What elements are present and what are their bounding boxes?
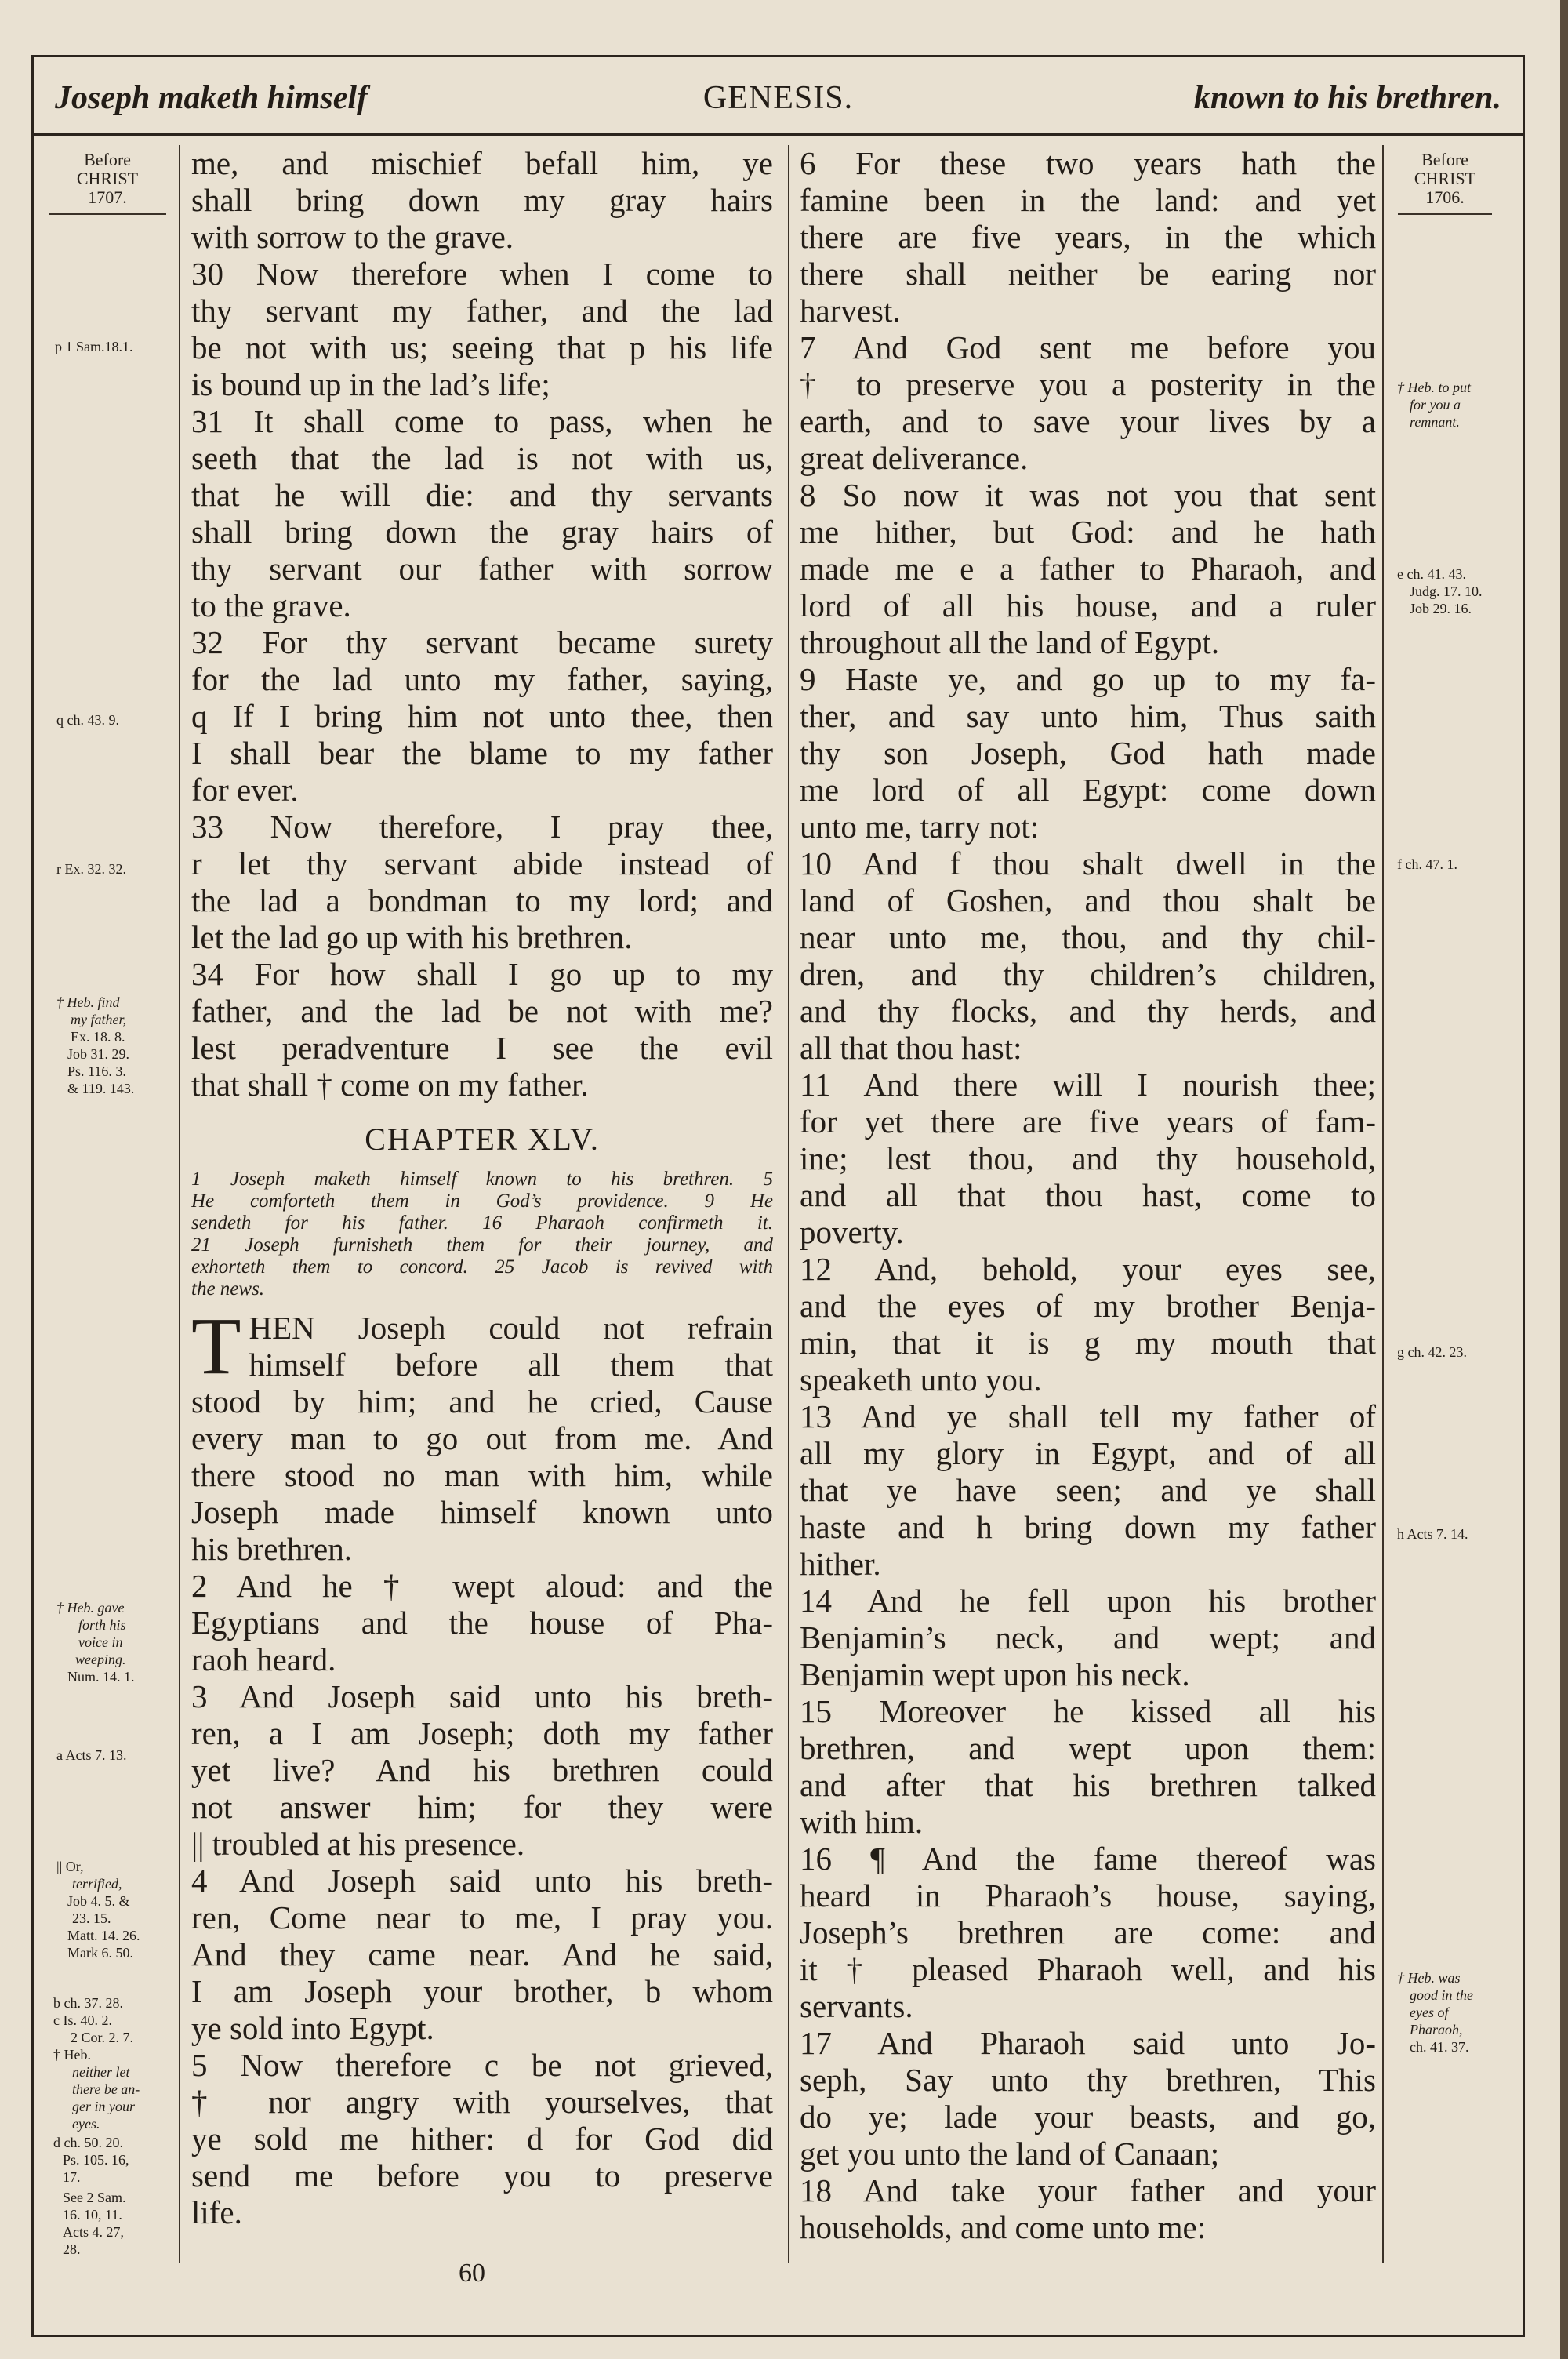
- text-line: 15 Moreover he kissed all his: [800, 1693, 1376, 1729]
- left-note: Job 31. 29.: [67, 1046, 130, 1062]
- right-note: e ch. 41. 43.: [1397, 566, 1466, 582]
- left-note: r Ex. 32. 32.: [56, 861, 126, 877]
- text-line: seph, Say unto thy brethren, This: [800, 2062, 1376, 2098]
- text-line: there shall neither be earing nor: [800, 256, 1376, 292]
- text-line: servants.: [800, 1988, 913, 2024]
- text-line: Egyptians and the house of Pha-: [191, 1605, 773, 1641]
- text-line: is bound up in the lad’s life;: [191, 366, 550, 402]
- column-divider: [788, 145, 789, 2263]
- text-line: be not with us; seeing that p his life: [191, 329, 773, 365]
- right-note: Judg. 17. 10.: [1410, 583, 1483, 599]
- text-line: his brethren.: [191, 1531, 352, 1567]
- text-line: and thy flocks, and thy herds, and: [800, 993, 1376, 1029]
- right-note: † Heb. was: [1397, 1970, 1461, 1986]
- text-line: Benjamin wept upon his neck.: [800, 1656, 1190, 1692]
- header-rule: [34, 133, 1523, 136]
- right-note: eyes of: [1410, 2005, 1449, 2020]
- text-line: shall bring down the gray hairs of: [191, 514, 773, 550]
- right-margin-date: Before CHRIST 1706.: [1398, 151, 1492, 215]
- left-note: Ex. 18. 8.: [71, 1029, 125, 1045]
- text-line: 13 And ye shall tell my father of: [800, 1398, 1376, 1434]
- text-line: it † pleased Pharaoh well, and his: [800, 1951, 1376, 1987]
- left-note: Num. 14. 1.: [67, 1669, 135, 1685]
- right-note: † Heb. to put: [1397, 380, 1471, 395]
- text-line: made me e a father to Pharaoh, and: [800, 551, 1376, 587]
- text-line: haste and h bring down my father: [800, 1509, 1376, 1545]
- left-note: 28.: [63, 2241, 81, 2257]
- text-line: ther, and say unto him, Thus saith: [800, 698, 1376, 734]
- right-note: Job 29. 16.: [1410, 601, 1472, 616]
- left-margin-divider: [179, 145, 180, 2263]
- text-line: near unto me, thou, and thy chil-: [800, 919, 1376, 955]
- text-line: unto me, tarry not:: [800, 809, 1040, 845]
- right-margin-divider: [1382, 145, 1384, 2263]
- right-note: Pharaoh,: [1410, 2022, 1463, 2037]
- text-line: and all that thou hast, come to: [800, 1177, 1376, 1213]
- text-line: himself before all them that: [249, 1347, 773, 1383]
- text-line: 18 And take your father and your: [800, 2172, 1376, 2208]
- left-note: voice in: [78, 1634, 123, 1650]
- left-note: weeping.: [75, 1652, 126, 1667]
- text-line: 4 And Joseph said unto his breth-: [191, 1863, 773, 1899]
- text-line: 5 Now therefore c be not grieved,: [191, 2047, 773, 2083]
- left-note: eyes.: [72, 2116, 100, 2132]
- left-note: q ch. 43. 9.: [56, 712, 119, 728]
- text-line: 3 And Joseph said unto his breth-: [191, 1678, 773, 1714]
- text-line: me lord of all Egypt: come down: [800, 772, 1376, 808]
- right-note: g ch. 42. 23.: [1397, 1344, 1467, 1360]
- text-line: 14 And he fell upon his brother: [800, 1583, 1376, 1619]
- text-line: lord of all his house, and a ruler: [800, 587, 1376, 623]
- text-line: heard in Pharaoh’s house, saying,: [800, 1877, 1376, 1914]
- left-note: c Is. 40. 2.: [53, 2012, 112, 2028]
- left-text-column: [191, 145, 773, 2231]
- left-note: Acts 4. 27,: [63, 2224, 124, 2240]
- text-line: 11 And there will I nourish thee;: [800, 1067, 1376, 1103]
- left-note: 2 Cor. 2. 7.: [71, 2030, 134, 2045]
- text-line: there stood no man with him, while: [191, 1457, 773, 1493]
- text-line: with him.: [800, 1804, 924, 1840]
- text-line: to the grave.: [191, 587, 351, 623]
- text-line: Joseph’s brethren are come: and: [800, 1914, 1376, 1950]
- left-note: Job 4. 5. &: [67, 1893, 130, 1909]
- left-note: there be an-: [72, 2081, 140, 2097]
- right-text-column: [800, 145, 1376, 2246]
- text-line: all my glory in Egypt, and of all: [800, 1435, 1376, 1471]
- text-line: min, that it is g my mouth that: [800, 1325, 1376, 1361]
- text-line: send me before you to preserve: [191, 2157, 773, 2194]
- text-line: me, and mischief befall him, ye: [191, 145, 773, 181]
- text-line: every man to go out from me. And: [191, 1420, 773, 1456]
- text-line: ren, Come near to me, I pray you.: [191, 1899, 773, 1936]
- text-line: 10 And f thou shalt dwell in the: [800, 845, 1376, 881]
- text-line: let the lad go up with his brethren.: [191, 919, 633, 955]
- left-note: ger in your: [72, 2099, 135, 2114]
- header-right: known to his brethren.: [1193, 80, 1501, 116]
- chapter-opening: [191, 1301, 773, 1391]
- text-line: 9 Haste ye, and go up to my fa-: [800, 661, 1376, 697]
- chapter-heading: CHAPTER XLV.: [365, 1121, 600, 1157]
- text-line: † nor angry with yourselves, that: [191, 2084, 773, 2120]
- text-line: Joseph made himself known unto: [191, 1494, 773, 1530]
- text-line: 8 So now it was not you that sent: [800, 477, 1376, 513]
- text-line: land of Goshen, and thou shalt be: [800, 882, 1376, 918]
- text-line: 12 And, behold, your eyes see,: [800, 1251, 1376, 1287]
- left-note: 16. 10, 11.: [63, 2207, 122, 2223]
- text-line: famine been in the land: and yet: [800, 182, 1376, 218]
- text-line: shall bring down my gray hairs: [191, 182, 773, 218]
- text-line: ye sold me hither: d for God did: [191, 2121, 773, 2157]
- text-line: that shall † come on my father.: [191, 1067, 589, 1103]
- drop-cap: T: [191, 1301, 241, 1391]
- text-line: for yet there are five years of fam-: [800, 1103, 1376, 1140]
- text-line: earth, and to save your lives by a: [800, 403, 1376, 439]
- text-line: get you unto the land of Canaan;: [800, 2135, 1220, 2172]
- left-note: 23. 15.: [72, 1910, 111, 1926]
- text-line: Benjamin’s neck, and wept; and: [800, 1619, 1376, 1656]
- right-note: good in the: [1410, 1987, 1473, 2003]
- text-line: I am Joseph your brother, b whom: [191, 1973, 773, 2009]
- text-line: do ye; lade your beasts, and go,: [800, 2099, 1376, 2135]
- text-line: 16 ¶ And the fame thereof was: [800, 1841, 1376, 1877]
- text-line: yet live? And his brethren could: [191, 1752, 773, 1788]
- text-line: for ever.: [191, 772, 299, 808]
- left-note: p 1 Sam.18.1.: [55, 339, 133, 354]
- left-note: See 2 Sam.: [63, 2190, 126, 2205]
- text-line: ye sold into Egypt.: [191, 2010, 434, 2046]
- text-line: the lad a bondman to my lord; and: [191, 882, 773, 918]
- left-note: Ps. 105. 16,: [63, 2152, 129, 2168]
- text-line: r let thy servant abide instead of: [191, 845, 773, 881]
- text-line: hither.: [800, 1546, 881, 1582]
- left-note: || Or,: [56, 1859, 84, 1874]
- text-line: lest peradventure I see the evil: [191, 1030, 773, 1066]
- text-line: I shall bear the blame to my father: [191, 735, 773, 771]
- text-line: thy son Joseph, God hath made: [800, 735, 1376, 771]
- right-note: f ch. 47. 1.: [1397, 856, 1457, 872]
- text-line: me hither, but God: and he hath: [800, 514, 1376, 550]
- text-line: 21 Joseph furnisheth them for their journey, and: [191, 1234, 773, 1256]
- text-line: dren, and thy children’s children,: [800, 956, 1376, 992]
- header-book-title: GENESIS.: [702, 80, 854, 116]
- left-note: forth his: [78, 1617, 126, 1633]
- page-number: 60: [459, 2259, 485, 2288]
- text-line: 7 And God sent me before you: [800, 329, 1376, 365]
- text-line: exhorteth them to concord. 25 Jacob is revived with: [191, 1256, 773, 1278]
- text-line: the news.: [191, 1278, 265, 1299]
- left-note: a Acts 7. 13.: [56, 1747, 127, 1763]
- left-note: † Heb. find: [56, 994, 120, 1010]
- text-line: not answer him; for they were: [191, 1789, 773, 1825]
- left-note: Matt. 14. 26.: [67, 1928, 140, 1943]
- text-line: 32 For thy servant became surety: [191, 624, 773, 660]
- right-note: remnant.: [1410, 414, 1460, 430]
- right-verses: [800, 145, 1376, 2246]
- text-line: 33 Now therefore, I pray thee,: [191, 809, 773, 845]
- text-line: that he will die: and thy servants: [191, 477, 773, 513]
- text-line: ren, a I am Joseph; doth my father: [191, 1715, 773, 1751]
- text-line: father, and the lad be not with me?: [191, 993, 773, 1029]
- left-note: neither let: [72, 2064, 130, 2080]
- text-line: † to preserve you a posterity in the: [800, 366, 1376, 402]
- left-note: Mark 6. 50.: [67, 1945, 133, 1961]
- left-note: 17.: [63, 2169, 81, 2185]
- left-note: d ch. 50. 20.: [53, 2135, 123, 2150]
- text-line: all that thou hast:: [800, 1030, 1022, 1066]
- text-line: that ye have seen; and ye shall: [800, 1472, 1376, 1508]
- left-margin-date: Before CHRIST 1707.: [49, 151, 166, 215]
- left-verses-top: [191, 145, 773, 1103]
- text-line: and the eyes of my brother Benja-: [800, 1288, 1376, 1324]
- text-line: q If I bring him not unto thee, then: [191, 698, 773, 734]
- text-line: speaketh unto you.: [800, 1361, 1042, 1398]
- text-line: sendeth for his father. 16 Pharaoh confirmeth it.: [191, 1212, 773, 1234]
- text-line: seeth that the lad is not with us,: [191, 440, 773, 476]
- left-note: Ps. 116. 3.: [67, 1063, 126, 1079]
- left-note: terrified,: [72, 1876, 122, 1892]
- right-note: ch. 41. 37.: [1410, 2039, 1469, 2055]
- text-line: 6 For these two years hath the: [800, 145, 1376, 181]
- left-note: b ch. 37. 28.: [53, 1995, 123, 2011]
- left-note: my father,: [71, 1012, 126, 1027]
- text-line: 31 It shall come to pass, when he: [191, 403, 773, 439]
- text-line: households, and come unto me:: [800, 2209, 1207, 2245]
- left-note: & 119. 143.: [67, 1081, 135, 1096]
- text-line: || troubled at his presence.: [191, 1826, 525, 1862]
- chapter-summary: [191, 1169, 773, 1300]
- text-line: life.: [191, 2194, 242, 2230]
- running-header: [31, 75, 1525, 122]
- text-line: and after that his brethren talked: [800, 1767, 1376, 1803]
- text-line: 2 And he † wept aloud: and the: [191, 1568, 773, 1604]
- text-line: He comforteth them in God’s providence. 9 He: [191, 1190, 773, 1212]
- text-line: great deliverance.: [800, 440, 1029, 476]
- header-left: Joseph maketh himself: [55, 80, 368, 116]
- left-note: † Heb.: [53, 2047, 91, 2063]
- text-line: 1 Joseph maketh himself known to his brethren. 5: [191, 1169, 773, 1190]
- text-line: 17 And Pharaoh said unto Jo-: [800, 2025, 1376, 2061]
- text-line: thy servant our father with sorrow: [191, 551, 773, 587]
- right-note: for you a: [1410, 397, 1461, 413]
- right-note: h Acts 7. 14.: [1397, 1526, 1468, 1542]
- text-line: for the lad unto my father, saying,: [191, 661, 773, 697]
- text-line: stood by him; and he cried, Cause: [191, 1383, 773, 1419]
- text-line: And they came near. And he said,: [191, 1936, 773, 1972]
- text-line: thy servant my father, and the lad: [191, 293, 773, 329]
- text-line: poverty.: [800, 1214, 904, 1250]
- text-line: ine; lest thou, and thy household,: [800, 1140, 1376, 1176]
- left-verses-bottom: [191, 1383, 773, 2231]
- left-note: † Heb. gave: [56, 1600, 125, 1616]
- text-line: brethren, and wept upon them:: [800, 1730, 1376, 1766]
- text-line: 30 Now therefore when I come to: [191, 256, 773, 292]
- text-line: 34 For how shall I go up to my: [191, 956, 773, 992]
- text-line: with sorrow to the grave.: [191, 219, 514, 255]
- text-line: there are five years, in the which: [800, 219, 1376, 255]
- text-line: HEN Joseph could not refrain: [249, 1310, 773, 1346]
- text-line: raoh heard.: [191, 1641, 336, 1677]
- text-line: harvest.: [800, 293, 901, 329]
- text-line: throughout all the land of Egypt.: [800, 624, 1220, 660]
